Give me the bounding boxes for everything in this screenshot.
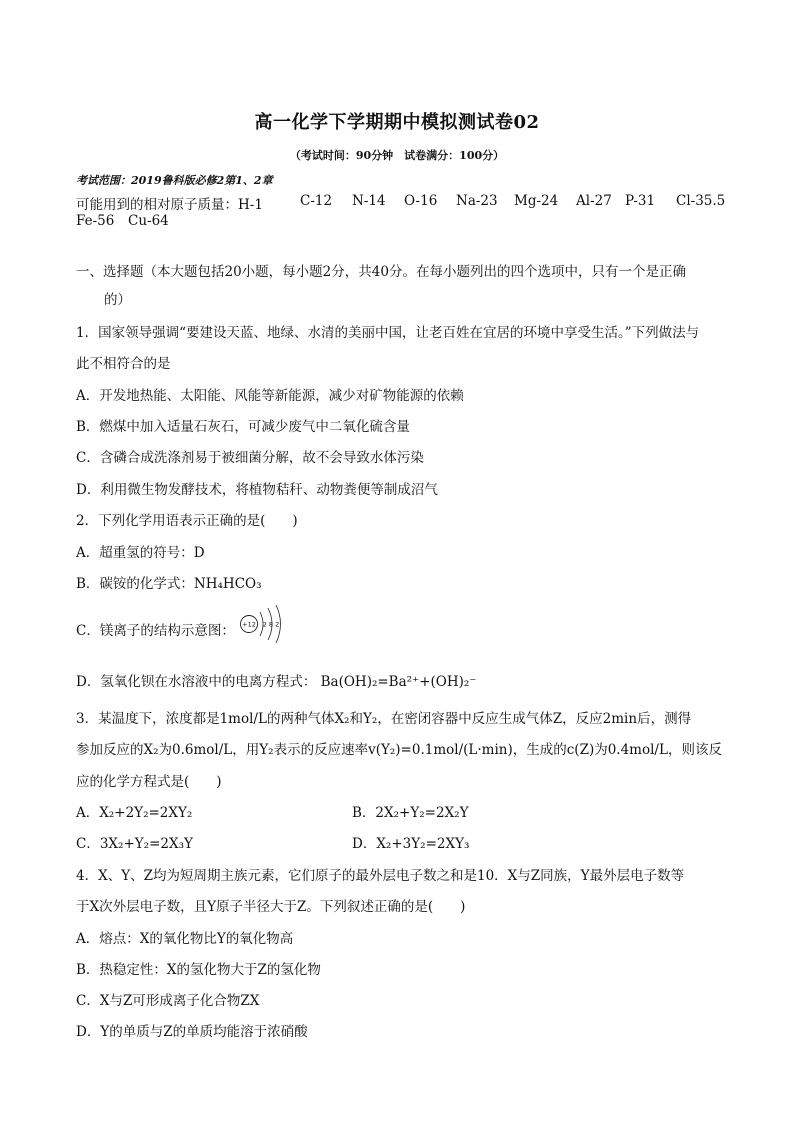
- nucleus-charge: +12: [242, 620, 256, 629]
- q1-stem: 1．国家领导强调“要建设天蓝、地绿、水清的美丽中国，让老百姓在宜居的环境中享受生活。”下列做法与: [76, 325, 700, 341]
- q4-stem: 4．X、Y、Z均为短周期主族元素，它们原子的最外层电子数之和是10．X与Z同族，Y最外层电子数等: [76, 868, 685, 884]
- atomic-mass-item: Cl-35.5: [676, 193, 726, 209]
- document-subtitle: （考试时间：90分钟 试卷满分：100分）: [289, 149, 505, 162]
- atomic-mass-item: Al-27: [576, 193, 612, 209]
- atomic-mass-item: O-16: [404, 193, 438, 209]
- q3-option-d: D．X₂+3Y₂=2XY₃: [352, 836, 470, 852]
- atomic-mass-row: [76, 193, 726, 213]
- q3-stem-cont: 参加反应的X₂为0.6mol/L，用Y₂表示的反应速率v(Y₂)=0.1mol/(L·min)，生成的c(Z)为0.4mol/L，则该反: [76, 742, 722, 758]
- q2-option-d: D．氢氧化钡在水溶液中的电离方程式： Ba(OH)₂=Ba²⁺+(OH)₂⁻: [76, 674, 477, 690]
- atomic-mass-item: Na-23: [456, 193, 498, 209]
- section-heading-cont: 的）: [104, 292, 131, 308]
- q3-stem-cont: 应的化学方程式是( ): [76, 774, 222, 790]
- atomic-mass-item: Fe-56: [76, 213, 115, 229]
- q1-option-b: B．燃煤中加入适量石灰石，可减少废气中二氧化硫含量: [76, 419, 410, 435]
- atomic-mass-row: [76, 213, 716, 231]
- q2-option-b: B．碳铵的化学式：NH₄HCO₃: [76, 576, 262, 592]
- atomic-mass-item: P-31: [625, 193, 656, 209]
- electron-counts: 2 8 2: [262, 620, 280, 629]
- q4-option-a: A．熔点：X的氧化物比Y的氧化物高: [76, 931, 294, 947]
- q3-option-c: C．3X₂+Y₂=2X₃Y: [76, 836, 193, 852]
- atomic-mass-item: Cu-64: [128, 213, 169, 229]
- q4-option-d: D．Y的单质与Z的单质均能溶于浓硝酸: [76, 1024, 308, 1040]
- q4-option-c: C．X与Z可形成离子化合物ZX: [76, 993, 260, 1009]
- q2-option-c: C．镁离子的结构示意图：: [76, 623, 235, 639]
- q4-stem-cont: 于X次外层电子数，且Y原子半径大于Z。下列叙述正确的是( ): [76, 899, 466, 915]
- atomic-mass-label: 可能用到的相对原子质量：H-1: [76, 197, 263, 213]
- q1-option-a: A．开发地热能、太阳能、风能等新能源，减少对矿物能源的依赖: [76, 388, 464, 404]
- document-title: 高一化学下学期期中模拟测试卷02: [254, 112, 540, 133]
- q3-option-a: A．X₂+2Y₂=2XY₂: [76, 805, 193, 821]
- q4-option-b: B．热稳定性：X的氢化物大于Z的氢化物: [76, 962, 321, 978]
- q3-option-b: B．2X₂+Y₂=2X₂Y: [352, 805, 469, 821]
- q3-stem: 3．某温度下，浓度都是1mol/L的两种气体X₂和Y₂，在密闭容器中反应生成气体Z，反应2min后，测得: [76, 711, 692, 727]
- q2-stem: 2．下列化学用语表示正确的是( ): [76, 513, 298, 529]
- mg-ion-structure-diagram: [238, 600, 286, 648]
- q2-option-a: A．超重氢的符号：D: [76, 545, 205, 561]
- section-heading: 一、选择题（本大题包括20小题，每小题2分，共40分。在每小题列出的四个选项中，只有一个是正确: [76, 264, 686, 280]
- atomic-mass-item: Mg-24: [514, 193, 559, 209]
- q1-stem-cont: 此不相符合的是: [76, 356, 171, 372]
- atomic-mass-item: N-14: [352, 193, 386, 209]
- atomic-mass-item: C-12: [300, 193, 333, 209]
- exam-range: 考试范围：2019鲁科版必修2第1、2章: [76, 174, 273, 187]
- q1-option-d: D．利用微生物发酵技术，将植物秸秆、动物粪便等制成沼气: [76, 482, 438, 498]
- q1-option-c: C．含磷合成洗涤剂易于被细菌分解，故不会导致水体污染: [76, 450, 424, 466]
